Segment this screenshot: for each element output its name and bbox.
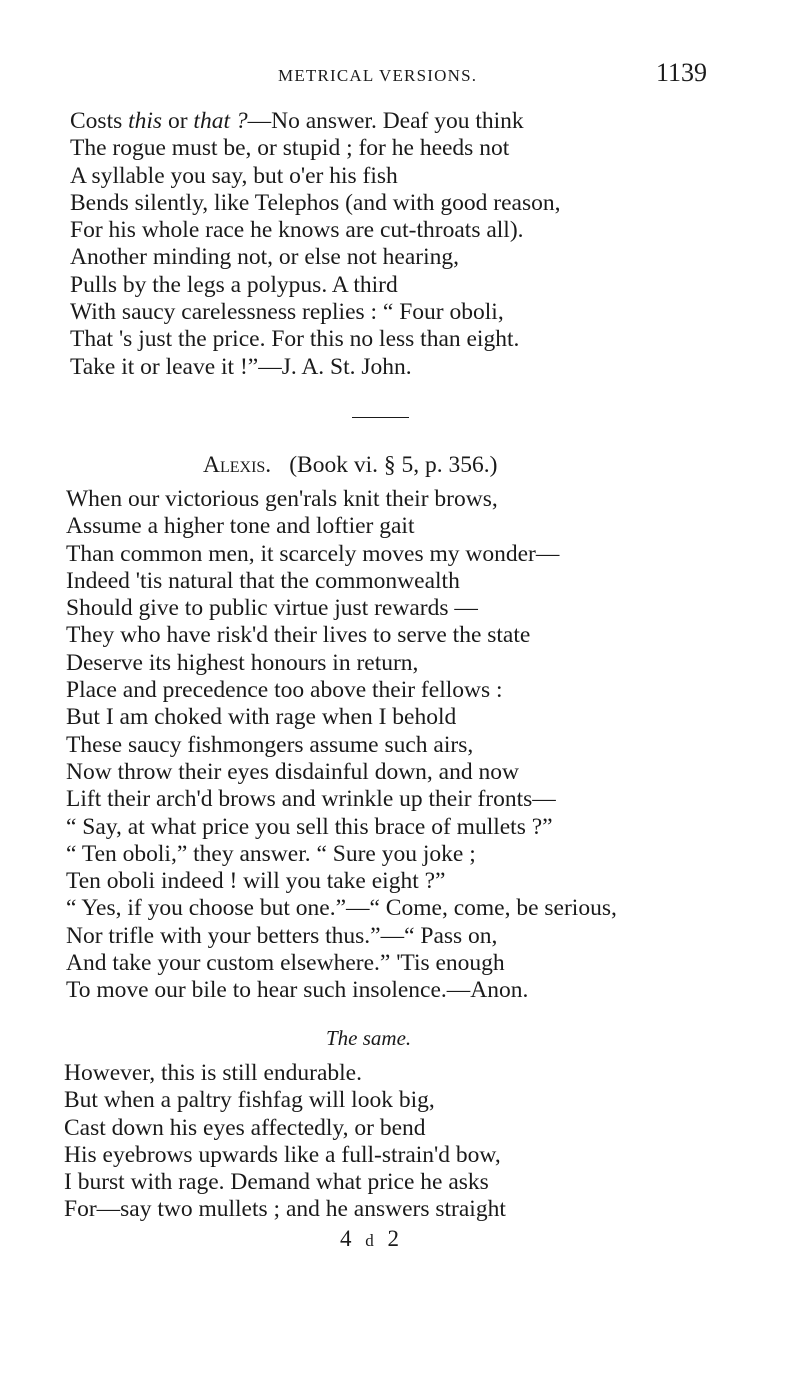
verse-line: Lift their arch'd brows and wrinkle up their fronts—	[66, 786, 556, 813]
verse-line: Bends silently, like Telephos (and with good reason,	[70, 189, 561, 216]
verse-line: But I am choked with rage when I behold	[66, 704, 457, 731]
verse-line: Pulls by the legs a polypus. A third	[70, 271, 398, 298]
printer-signature-mark: 4 d 2	[340, 1226, 403, 1251]
verse-line: “ Ten oboli,” they answer. “ Sure you joke ;	[66, 840, 476, 867]
verse-line-attribution: Take it or leave it !”—J. A. St. John.	[70, 353, 412, 380]
verse-line: When our victorious gen'rals knit their brows,	[66, 486, 498, 512]
verse-line: Costs this or that ?—No answer. Deaf you think	[70, 108, 524, 134]
verse-line: Indeed 'tis natural that the commonwealth	[66, 567, 460, 594]
subsection-title: The same.	[326, 1026, 412, 1050]
verse-line: Cast down his eyes affectedly, or bend	[64, 1114, 426, 1141]
verse-line: These saucy fishmongers assume such airs,	[66, 731, 474, 758]
verse-line: Ten oboli indeed ! will you take eight ?”	[66, 868, 446, 895]
verse-passage-continued	[70, 108, 560, 381]
verse-line: The rogue must be, or stupid ; for he heeds not	[70, 135, 510, 162]
verse-line: Than common men, it scarcely moves my wonder—	[66, 540, 560, 567]
verse-line: Should give to public virtue just rewards —	[66, 595, 478, 622]
verse-line: But when a paltry fishfag will look big,	[64, 1087, 435, 1114]
verse-line: And take your custom elsewhere.” 'Tis enough	[66, 950, 505, 977]
verse-line: A syllable you say, but o'er his fish	[70, 162, 398, 189]
verse-line: Assume a higher tone and loftier gait	[66, 513, 415, 540]
verse-line: Nor trifle with your betters thus.”—“ Pass on,	[66, 922, 498, 949]
verse-line: Another minding not, or else not hearing,	[70, 244, 459, 271]
verse-line: “ Say, at what price you sell this brace of mullets ?”	[66, 813, 553, 840]
running-title: METRICAL VERSIONS.	[278, 66, 478, 85]
verse-line: “ Yes, if you choose but one.”—“ Come, come, be serious,	[66, 895, 617, 922]
verse-line: They who have risk'd their lives to serve the state	[66, 622, 531, 649]
page-number: 1139	[656, 58, 708, 87]
verse-passage-same	[64, 1060, 506, 1224]
verse-line: However, this is still endurable.	[64, 1060, 362, 1086]
section-heading	[203, 452, 497, 479]
verse-line: With saucy carelessness replies : “ Four oboli,	[70, 299, 504, 326]
verse-line: I burst with rage. Demand what price he asks	[64, 1169, 489, 1196]
verse-line: For his whole race he knows are cut-throats all).	[70, 217, 524, 244]
verse-line: To move our bile to hear such insolence.—Anon.	[66, 977, 529, 1004]
verse-passage-alexis	[66, 486, 617, 1005]
verse-line: Place and precedence too above their fellows :	[66, 677, 503, 704]
section-reference: (Book vi. § 5, p. 356.)	[289, 452, 498, 478]
section-author: Alexis.	[203, 452, 272, 478]
verse-line: Deserve its highest honours in return,	[66, 649, 419, 676]
verse-line: His eyebrows upwards like a full-strain'd bow,	[64, 1141, 501, 1168]
verse-line: That 's just the price. For this no less than eight.	[70, 326, 520, 353]
section-divider	[352, 417, 409, 418]
verse-line: Now throw their eyes disdainful down, and now	[66, 758, 519, 785]
verse-line: For—say two mullets ; and he answers straight	[64, 1196, 506, 1223]
